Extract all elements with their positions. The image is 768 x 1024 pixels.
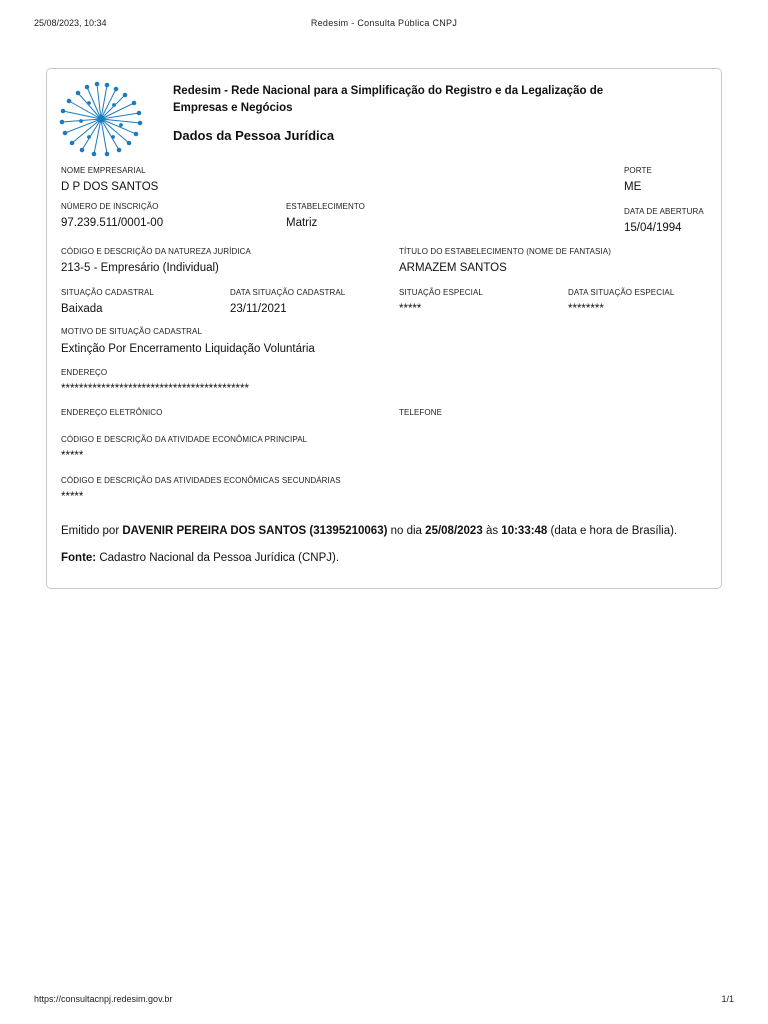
estabelecimento-label: ESTABELECIMENTO	[286, 202, 365, 211]
source-text: Cadastro Nacional da Pessoa Jurídica (CNPJ).	[99, 552, 340, 564]
print-url: https://consultacnpj.redesim.gov.br	[34, 994, 173, 1004]
emission-prefix: Emitido por	[61, 525, 120, 537]
numero-inscricao-value: 97.239.511/0001-00	[61, 217, 164, 229]
source-label: Fonte:	[61, 552, 97, 564]
nome-empresarial-value: D P DOS SANTOS	[61, 181, 159, 193]
porte-value: ME	[624, 181, 642, 193]
endereco-label: ENDEREÇO	[61, 368, 108, 377]
situacao-especial-value: *****	[399, 303, 422, 315]
data-abertura-label: DATA DE ABERTURA	[624, 207, 704, 216]
endereco-eletronico-label: ENDEREÇO ELETRÔNICO	[61, 408, 163, 417]
print-header	[34, 18, 734, 30]
emission-cpf: (31395210063)	[309, 525, 388, 537]
data-situacao-cadastral-label: DATA SITUAÇÃO CADASTRAL	[230, 288, 346, 297]
atividades-secundarias-value: *****	[61, 491, 84, 503]
print-footer	[34, 994, 734, 1006]
emission-as: às	[485, 525, 499, 537]
emission-suffix: (data e hora de Brasília).	[550, 525, 678, 537]
numero-inscricao-label: NÚMERO DE INSCRIÇÃO	[61, 202, 159, 211]
endereco-value: ******************************************	[61, 383, 249, 395]
motivo-situacao-value: Extinção Por Encerramento Liquidação Voluntária	[61, 343, 315, 355]
telefone-label: TELEFONE	[399, 408, 443, 417]
situacao-cadastral-label: SITUAÇÃO CADASTRAL	[61, 288, 154, 297]
emission-date: 25/08/2023	[425, 525, 483, 537]
nome-empresarial-label: NOME EMPRESARIAL	[61, 166, 146, 175]
redesim-logo-icon	[59, 81, 143, 157]
card-subtitle: Dados da Pessoa Jurídica	[173, 128, 335, 143]
titulo-estabelecimento-value: ARMAZEM SANTOS	[399, 262, 507, 274]
atividade-principal-value: *****	[61, 450, 84, 462]
cnpj-card	[46, 68, 722, 589]
data-abertura-value: 15/04/1994	[624, 222, 682, 234]
natureza-juridica-label: CÓDIGO E DESCRIÇÃO DA NATUREZA JURÍDICA	[61, 247, 251, 256]
card-title: Redesim - Rede Nacional para a Simplificação do Registro e da Legalização de Empresas e Negócios	[173, 85, 604, 114]
porte-label: PORTE	[624, 166, 652, 175]
situacao-cadastral-value: Baixada	[61, 303, 103, 315]
estabelecimento-value: Matriz	[286, 217, 318, 229]
emission-time: 10:33:48	[501, 525, 548, 537]
natureza-juridica-value: 213-5 - Empresário (Individual)	[61, 262, 219, 274]
atividades-secundarias-label: CÓDIGO E DESCRIÇÃO DAS ATIVIDADES ECONÔMICAS SECUNDÁRIAS	[61, 476, 341, 485]
source-statement	[61, 552, 339, 564]
data-situacao-especial-label: DATA SITUAÇÃO ESPECIAL	[568, 288, 675, 297]
titulo-estabelecimento-label: TÍTULO DO ESTABELECIMENTO (NOME DE FANTASIA)	[399, 247, 611, 256]
data-situacao-cadastral-value: 23/11/2021	[230, 303, 287, 315]
motivo-situacao-label: MOTIVO DE SITUAÇÃO CADASTRAL	[61, 327, 203, 336]
emission-no-dia: no dia	[390, 525, 422, 537]
emission-statement	[61, 525, 677, 537]
atividade-principal-label: CÓDIGO E DESCRIÇÃO DA ATIVIDADE ECONÔMICA PRINCIPAL	[61, 435, 308, 444]
print-datetime: 25/08/2023, 10:34	[34, 18, 107, 28]
print-page-number: 1/1	[721, 994, 734, 1004]
print-title: Redesim - Consulta Pública CNPJ	[310, 18, 458, 28]
emission-name: DAVENIR PEREIRA DOS SANTOS	[122, 525, 307, 537]
situacao-especial-label: SITUAÇÃO ESPECIAL	[399, 288, 483, 297]
data-situacao-especial-value: ********	[568, 303, 604, 315]
